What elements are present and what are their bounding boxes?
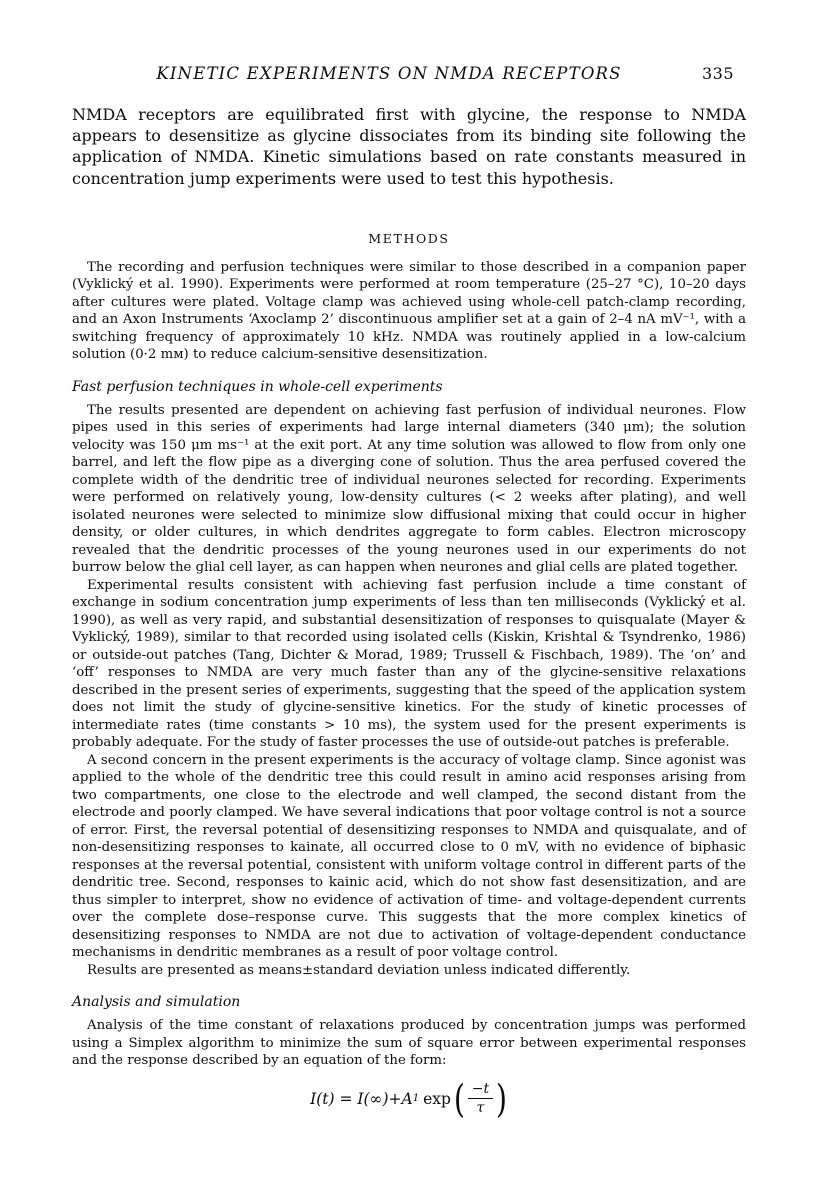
equation-open-paren: ( xyxy=(453,1076,465,1121)
equation xyxy=(72,1076,746,1121)
equation-fraction xyxy=(468,1081,493,1116)
results-statement-paragraph: Results are presented as means±standard deviation unless indicated differently. xyxy=(87,962,631,978)
methods-intro-paragraph: The recording and perfusion techniques were similar to those described in a companion paper (Vyklický et al. 1990). Experiments were performed at room temperature (25–27 °C), 10–20 days after cultures were plated. Voltage clamp was achieved using whole-cell patch-clamp recording, and an Axon Instruments ‘Axoclamp 2’ discontinuous amplifier set at a gain of 2–4 nA mV⁻¹, with a switching frequency of approximately 10 kHz. NMDA was routinely applied in a low-calcium solution (0·2 mᴍ) to reduce calcium-sensitive desensitization. xyxy=(72,259,746,363)
running-head xyxy=(72,64,746,86)
methods-section-heading: METHODS xyxy=(368,230,450,246)
equation-left-side: I(t) = I(∞)+A xyxy=(310,1089,413,1108)
equation-subscript: 1 xyxy=(412,1093,420,1105)
fast-perfusion-paragraph-1: The results presented are dependent on achieving fast perfusion of individual neurones. Flow pipes used in this series of experiments had large internal diameters (340 μm); the solution velocity was 150 μm ms⁻¹ at the exit port. At any time solution was allowed to flow from only one barrel, and left the flow pipe as a diverging cone of solution. Thus the area perfused covered the complete width of the dendritic tree of individual neurones selected for recording. Experiments were performed on relatively young, low-density cultures (< 2 weeks after plating), and well isolated neurones were selected to minimize slow diffusional mixing that could occur in higher density, or older cultures, in which dendrites aggregate to form cables. Electron microscopy revealed that the dendritic processes of the young neurones used in our experiments do not burrow below the glial cell layer, as can happen when neurones and glial cells are plated together. xyxy=(72,402,746,576)
analysis-simulation-subheading: Analysis and simulation xyxy=(72,994,241,1011)
equation-fraction-denominator: τ xyxy=(476,1100,485,1117)
equation-close-paren: ) xyxy=(495,1076,508,1121)
equation-exp-operator: exp xyxy=(423,1089,451,1108)
fast-perfusion-paragraph-2: Experimental results consistent with achieving fast perfusion include a time constant of exchange in sodium concentration jump experiments of less than ten milliseconds (Vyklický et al. 1990), as well as very rapid, and substantial desensitization of responses to quisqualate (Mayer & Vyklický, 1989), similar to that recorded using isolated cells (Kiskin, Krishtal & Tsyndrenko, 1986) or outside-out patches (Tang, Dichter & Morad, 1989; Trussell & Fischbach, 1989). The ‘on’ and ‘off’ responses to NMDA are very much faster than any of the glycine-sensitive relaxations described in the present series of experiments, suggesting that the speed of the application system does not limit the study of glycine-sensitive kinetics. For the study of kinetic processes of intermediate rates (time constants > 10 ms), the system used for the present experiments is probably adequate. For the study of faster processes the use of outside-out patches is preferable. xyxy=(72,577,746,751)
text-column xyxy=(72,64,746,1121)
equation-fraction-numerator: −t xyxy=(468,1081,493,1099)
fast-perfusion-subheading: Fast perfusion techniques in whole-cell experiments xyxy=(72,378,443,395)
analysis-paragraph: Analysis of the time constant of relaxations produced by concentration jumps was performed using a Simplex algorithm to minimize the sum of square error between experimental responses and the response described by an equation of the form: xyxy=(72,1018,746,1069)
abstract-paragraph: NMDA receptors are equilibrated first with glycine, the response to NMDA appears to desensitize as glycine dissociates from its binding site following the application of NMDA. Kinetic simulations based on rate constants measured in concentration jump experiments were used to test this hypothesis. xyxy=(72,105,746,188)
fast-perfusion-paragraph-3: A second concern in the present experiments is the accuracy of voltage clamp. Since agonist was applied to the whole of the dendritic tree this could result in amino acid responses arising from two compartments, one close to the electrode and well clamped, the second distant from the electrode and poorly clamped. We have several indications that poor voltage control is not a source of error. First, the reversal potential of desensitizing responses to NMDA and quisqualate, and of non-desensitizing responses to kainate, all occurred close to 0 mV, with no evidence of biphasic responses at the reversal potential, consistent with uniform voltage control in different parts of the dendritic tree. Second, responses to kainic acid, which do not show fast desensitization, and are thus simpler to interpret, show no evidence of activation of time- and voltage-dependent currents over the complete dose–response curve. This suggests that the more complex kinetics of desensitizing responses to NMDA are not due to activation of voltage-dependent conductance mechanisms in dendritic membranes as a result of poor voltage control. xyxy=(72,752,746,961)
page-number: 335 xyxy=(701,64,734,83)
running-head-title: KINETIC EXPERIMENTS ON NMDA RECEPTORS xyxy=(156,64,622,83)
